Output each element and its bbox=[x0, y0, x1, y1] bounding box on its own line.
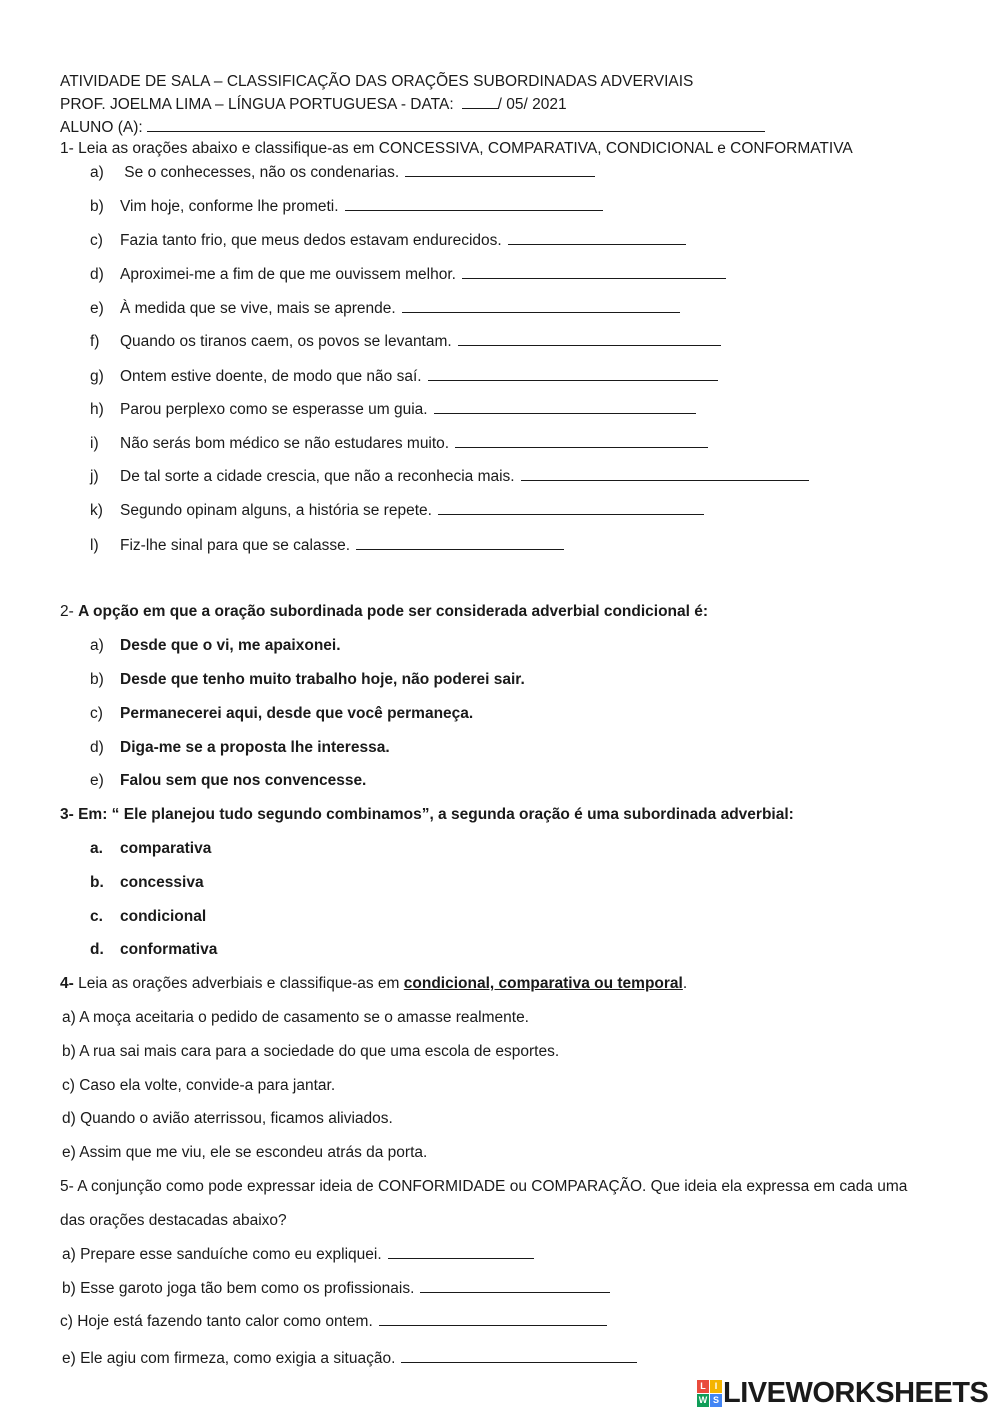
q3-option-d[interactable]: d. conformativa bbox=[90, 941, 218, 958]
q5-prompt-line1: 5- A conjunção como pode expressar ideia de CONFORMIDADE ou COMPARAÇÃO. Que ideia ela expressa em cada uma bbox=[60, 1178, 908, 1195]
teacher-date-line bbox=[60, 94, 567, 115]
q4-item-d: d) Quando o avião aterrissou, ficamos aliviados. bbox=[62, 1110, 393, 1127]
q4-prompt: 4- Leia as orações adverbiais e classifique-as em condicional, comparativa ou temporal. bbox=[60, 975, 688, 992]
q1-item-a: a) Se o conhecesses, não os condenarias. bbox=[90, 162, 595, 183]
q1-item-f: f) Quando os tiranos caem, os povos se levantam. bbox=[90, 331, 721, 352]
q1-item-d: d) Aproximei-me a fim de que me ouvissem melhor. bbox=[90, 264, 726, 285]
q1-item-k: k) Segundo opinam alguns, a história se repete. bbox=[90, 500, 704, 521]
q4-item-b: b) A rua sai mais cara para a sociedade do que uma escola de esportes. bbox=[62, 1043, 560, 1060]
q1-answer-f[interactable] bbox=[458, 331, 721, 346]
q1-item-j: j) De tal sorte a cidade crescia, que não a reconhecia mais. bbox=[90, 466, 809, 487]
q3-prompt: 3- Em: “ Ele planejou tudo segundo combinamos”, a segunda oração é uma subordinada adverbial: bbox=[60, 806, 794, 823]
student-line bbox=[60, 117, 765, 138]
q1-answer-h[interactable] bbox=[434, 399, 696, 414]
q1-item-h: h) Parou perplexo como se esperasse um guia. bbox=[90, 399, 696, 420]
logo-text: LIVEWORKSHEETS bbox=[723, 1376, 989, 1409]
liveworksheets-logo-icon: L I W S bbox=[697, 1380, 721, 1406]
worksheet-title: ATIVIDADE DE SALA – CLASSIFICAÇÃO DAS ORAÇÕES SUBORDINADAS ADVERVIAIS bbox=[60, 73, 694, 90]
q4-item-a: a) A moça aceitaria o pedido de casamento se o amasse realmente. bbox=[62, 1009, 529, 1026]
q1-item-b: b) Vim hoje, conforme lhe prometi. bbox=[90, 196, 603, 217]
liveworksheets-logo bbox=[697, 1378, 988, 1408]
teacher-label: PROF. JOELMA LIMA – LÍNGUA PORTUGUESA - DATA: bbox=[60, 96, 454, 113]
q2-prompt: 2- A opção em que a oração subordinada pode ser considerada adverbial condicional é: bbox=[60, 603, 709, 620]
date-day-field[interactable] bbox=[462, 94, 498, 109]
student-name-field[interactable] bbox=[147, 117, 765, 132]
q1-answer-g[interactable] bbox=[428, 366, 718, 381]
q4-item-e: e) Assim que me viu, ele se escondeu atrás da porta. bbox=[62, 1144, 428, 1161]
q3-option-a[interactable]: a. comparativa bbox=[90, 840, 212, 857]
q1-answer-i[interactable] bbox=[455, 433, 708, 448]
q4-item-c: c) Caso ela volte, convide-a para jantar. bbox=[62, 1077, 336, 1094]
q1-answer-e[interactable] bbox=[402, 298, 680, 313]
q2-option-c[interactable]: c) Permanecerei aqui, desde que você permaneça. bbox=[90, 705, 474, 722]
q1-answer-c[interactable] bbox=[508, 230, 686, 245]
q2-option-b[interactable]: b) Desde que tenho muito trabalho hoje, não poderei sair. bbox=[90, 671, 525, 688]
q5-answer-b[interactable] bbox=[420, 1278, 610, 1293]
q1-answer-a[interactable] bbox=[405, 162, 595, 177]
q1-answer-b[interactable] bbox=[345, 196, 603, 211]
q1-item-e: e) À medida que se vive, mais se aprende. bbox=[90, 298, 680, 319]
q1-item-c: c) Fazia tanto frio, que meus dedos estavam endurecidos. bbox=[90, 230, 686, 251]
q5-prompt-line2: das orações destacadas abaixo? bbox=[60, 1212, 287, 1229]
q5-answer-a[interactable] bbox=[388, 1244, 534, 1259]
q5-item-b: b) Esse garoto joga tão bem como os profissionais. bbox=[62, 1278, 610, 1299]
q1-answer-k[interactable] bbox=[438, 500, 704, 515]
q1-answer-l[interactable] bbox=[356, 535, 564, 550]
q1-answer-d[interactable] bbox=[462, 264, 726, 279]
q1-prompt: 1- Leia as orações abaixo e classifique-as em CONCESSIVA, COMPARATIVA, CONDICIONAL e CONFORMATIVA bbox=[60, 140, 853, 157]
q2-option-a[interactable]: a) Desde que o vi, me apaixonei. bbox=[90, 637, 341, 654]
q5-item-a: a) Prepare esse sanduíche como eu expliquei. bbox=[62, 1244, 534, 1265]
q1-item-l: l) Fiz-lhe sinal para que se calasse. bbox=[90, 535, 564, 556]
q2-option-e[interactable]: e) Falou sem que nos convencesse. bbox=[90, 772, 367, 789]
q3-option-b[interactable]: b. concessiva bbox=[90, 874, 204, 891]
student-label: ALUNO (A): bbox=[60, 119, 143, 136]
q3-option-c[interactable]: c. condicional bbox=[90, 908, 207, 925]
q5-answer-e[interactable] bbox=[401, 1348, 637, 1363]
q1-answer-j[interactable] bbox=[521, 466, 809, 481]
q1-item-g: g) Ontem estive doente, de modo que não saí. bbox=[90, 366, 718, 387]
q1-item-i: i) Não serás bom médico se não estudares muito. bbox=[90, 433, 708, 454]
q5-item-e: e) Ele agiu com firmeza, como exigia a situação. bbox=[62, 1348, 637, 1369]
date-suffix: / 05/ 2021 bbox=[497, 96, 567, 113]
q5-item-c: c) Hoje está fazendo tanto calor como ontem. bbox=[60, 1311, 607, 1332]
q2-option-d[interactable]: d) Diga-me se a proposta lhe interessa. bbox=[90, 739, 390, 756]
q5-answer-c[interactable] bbox=[379, 1311, 607, 1326]
